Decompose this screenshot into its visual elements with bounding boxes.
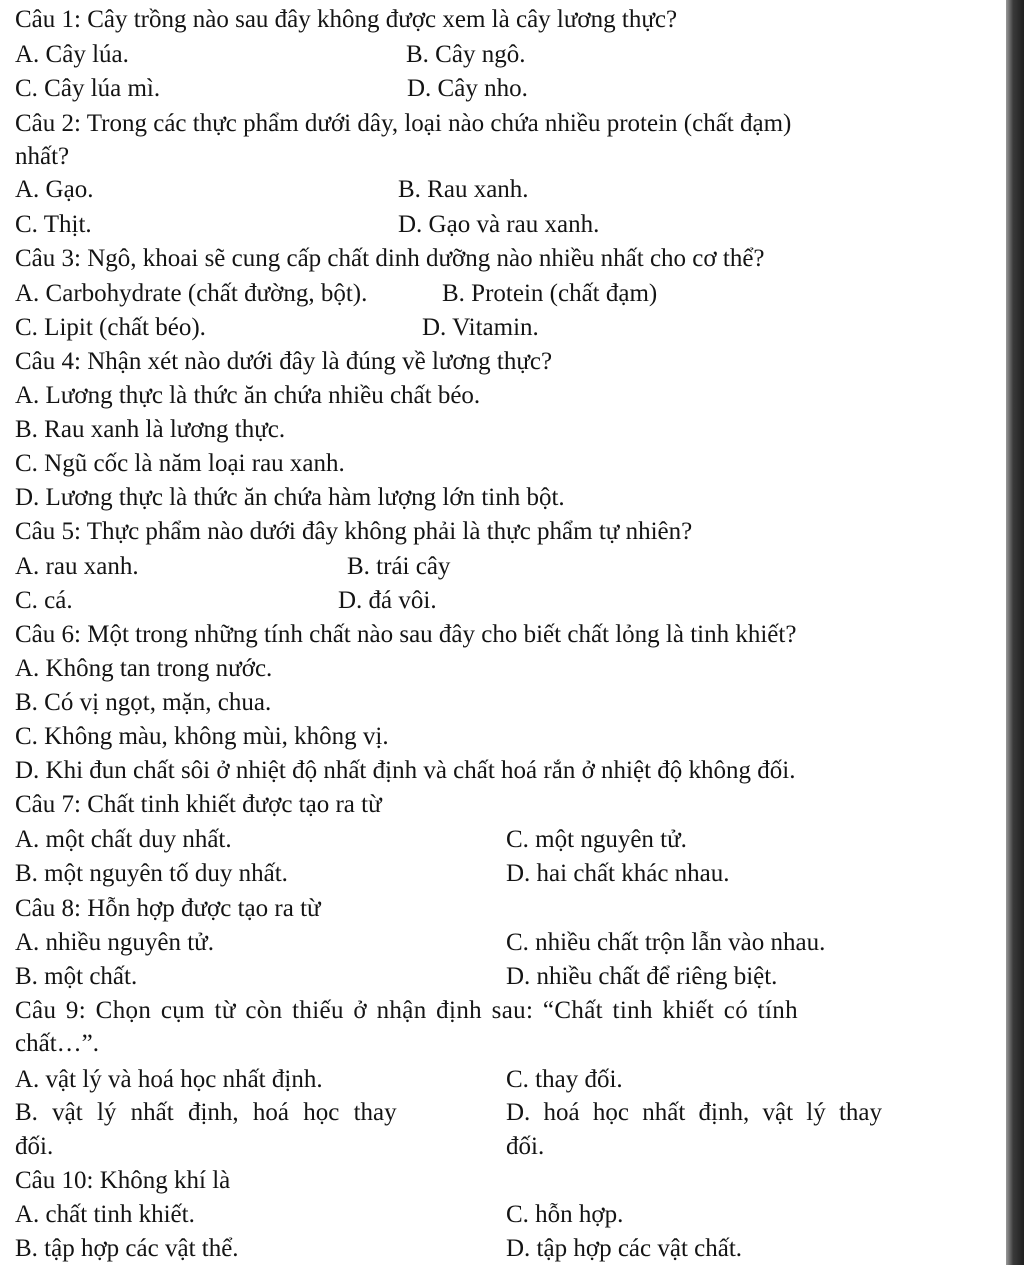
question-7-option-c: C. một nguyên tử. bbox=[506, 826, 687, 853]
question-9-option-b: B. vật lý nhất định, hoá học thay bbox=[15, 1099, 397, 1126]
question-6-option-d: D. Khi đun chất sôi ở nhiệt độ nhất định và chất hoá rắn ở nhiệt độ không đối. bbox=[15, 757, 796, 784]
question-2-stem: Câu 2: Trong các thực phẩm dưới dây, loại nào chứa nhiều protein (chất đạm) bbox=[15, 110, 792, 137]
question-10-option-a: A. chất tinh khiết. bbox=[15, 1201, 195, 1228]
question-10-option-c: C. hỗn hợp. bbox=[506, 1201, 624, 1228]
page-edge-shadow bbox=[1006, 0, 1024, 1265]
question-1-option-b: B. Cây ngô. bbox=[406, 41, 526, 68]
question-10-option-b: B. tập hợp các vật thể. bbox=[15, 1235, 239, 1262]
question-9-option-d-continued: đối. bbox=[506, 1133, 545, 1160]
question-5-option-b: B. trái cây bbox=[347, 553, 451, 580]
question-5-option-d: D. đá vôi. bbox=[338, 587, 437, 614]
question-9-stem: Câu 9: Chọn cụm từ còn thiếu ở nhận định sau: “Chất tinh khiết có tính bbox=[15, 997, 798, 1024]
question-3-option-d: D. Vitamin. bbox=[422, 314, 539, 341]
question-6-option-c: C. Không màu, không mùi, không vị. bbox=[15, 723, 389, 750]
question-3-option-b: B. Protein (chất đạm) bbox=[442, 280, 658, 307]
question-7-option-a: A. một chất duy nhất. bbox=[15, 826, 232, 853]
question-9-stem-continued: chất…”. bbox=[15, 1030, 99, 1057]
question-9-option-d: D. hoá học nhất định, vật lý thay bbox=[506, 1099, 883, 1126]
question-2-stem-continued: nhất? bbox=[15, 143, 70, 170]
question-2-option-d: D. Gạo và rau xanh. bbox=[398, 211, 600, 238]
question-2-option-a: A. Gạo. bbox=[15, 176, 94, 203]
question-9-option-c: C. thay đối. bbox=[506, 1066, 623, 1093]
question-2-option-b: B. Rau xanh. bbox=[398, 176, 529, 203]
question-1-option-a: A. Cây lúa. bbox=[15, 41, 129, 68]
question-6-option-b: B. Có vị ngọt, mặn, chua. bbox=[15, 689, 272, 716]
question-7-option-b: B. một nguyên tố duy nhất. bbox=[15, 860, 288, 887]
question-8-stem: Câu 8: Hỗn hợp được tạo ra từ bbox=[15, 895, 321, 922]
question-6-stem: Câu 6: Một trong những tính chất nào sau đây cho biết chất lỏng là tinh khiết? bbox=[15, 621, 797, 648]
question-8-option-c: C. nhiều chất trộn lẫn vào nhau. bbox=[506, 929, 826, 956]
question-9-option-a: A. vật lý và hoá học nhất định. bbox=[15, 1066, 323, 1093]
question-10-option-d: D. tập hợp các vật chất. bbox=[506, 1235, 743, 1262]
question-4-option-a: A. Lương thực là thức ăn chứa nhiều chất béo. bbox=[15, 382, 481, 409]
question-1-stem: Câu 1: Cây trồng nào sau đây không được xem là cây lương thực? bbox=[15, 6, 678, 33]
question-9-option-b-continued: đối. bbox=[15, 1133, 54, 1160]
question-5-option-a: A. rau xanh. bbox=[15, 553, 139, 580]
question-6-option-a: A. Không tan trong nước. bbox=[15, 655, 273, 682]
question-8-option-a: A. nhiều nguyên tử. bbox=[15, 929, 214, 956]
question-4-option-c: C. Ngũ cốc là năm loại rau xanh. bbox=[15, 450, 345, 477]
question-1-option-d: D. Cây nho. bbox=[407, 75, 528, 102]
question-3-option-c: C. Lipit (chất béo). bbox=[15, 314, 206, 341]
question-5-stem: Câu 5: Thực phẩm nào dưới đây không phải là thực phẩm tự nhiên? bbox=[15, 518, 693, 545]
question-5-option-c: C. cá. bbox=[15, 587, 73, 614]
question-1-option-c: C. Cây lúa mì. bbox=[15, 75, 161, 102]
question-3-option-a: A. Carbohydrate (chất đường, bột). bbox=[15, 280, 368, 307]
question-2-option-c: C. Thịt. bbox=[15, 211, 92, 238]
question-7-option-d: D. hai chất khác nhau. bbox=[506, 860, 730, 887]
question-8-option-d: D. nhiều chất để riêng biệt. bbox=[506, 963, 778, 990]
question-4-option-b: B. Rau xanh là lương thực. bbox=[15, 416, 286, 443]
question-8-option-b: B. một chất. bbox=[15, 963, 138, 990]
question-7-stem: Câu 7: Chất tinh khiết được tạo ra từ bbox=[15, 791, 382, 818]
question-10-stem: Câu 10: Không khí là bbox=[15, 1167, 231, 1194]
question-4-option-d: D. Lương thực là thức ăn chứa hàm lượng lớn tinh bột. bbox=[15, 484, 565, 511]
question-3-stem: Câu 3: Ngô, khoai sẽ cung cấp chất dinh dưỡng nào nhiều nhất cho cơ thể? bbox=[15, 245, 765, 272]
question-4-stem: Câu 4: Nhận xét nào dưới đây là đúng về lương thực? bbox=[15, 348, 553, 375]
